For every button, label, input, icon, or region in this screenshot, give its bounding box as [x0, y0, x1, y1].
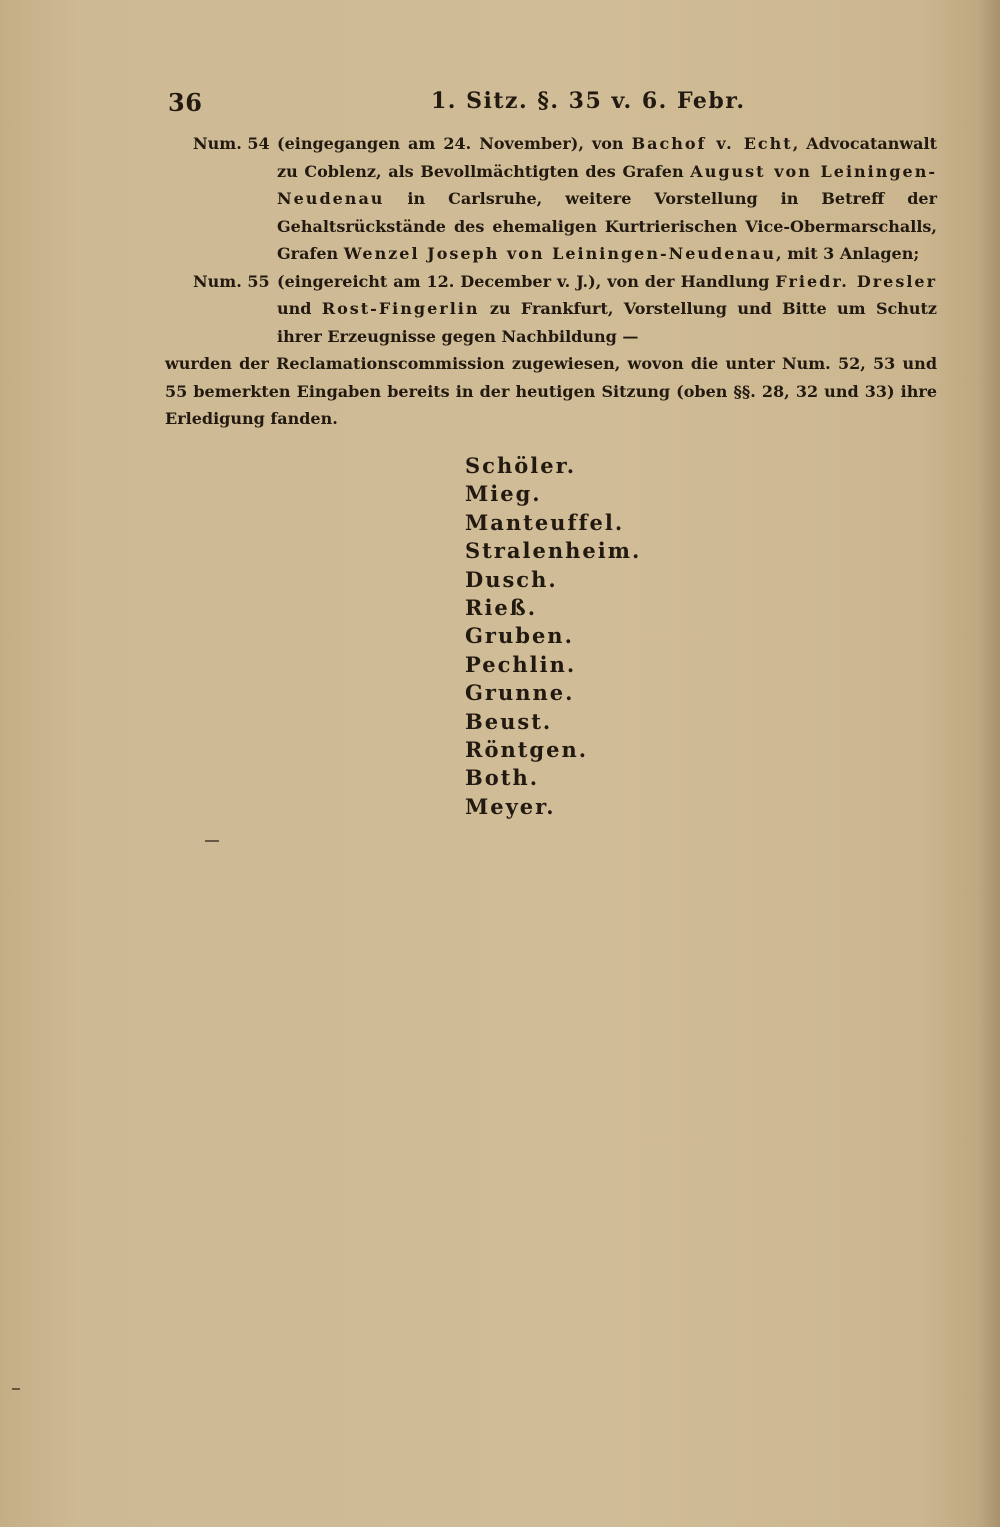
signature-name: Pechlin.: [465, 651, 577, 677]
signature-list: [465, 452, 725, 821]
signature-name: Gruben.: [465, 623, 574, 649]
entry-name: Bachof v. Echt: [631, 134, 793, 153]
entry-text: zu Frankfurt, Vorstellung und Bitte um Schutz ihrer Erzeugnisse gegen Nachbildung —: [277, 299, 938, 346]
closing-paragraph: wurden der Reclamationscommission zugewiesen, wovon die unter Num. 52, 53 und 55 bemerkten Eingaben bereits in der heutigen Sitzung (oben §§. 28, 32 und 33) ihre Erledigung fanden.: [165, 354, 937, 428]
ink-speck: [12, 1388, 20, 1390]
signature-name: Schöler.: [465, 453, 577, 478]
body-text: [165, 130, 937, 433]
signature-name: Rieß.: [465, 595, 538, 621]
ink-speck: [205, 840, 219, 842]
signature-name: Both.: [465, 765, 540, 791]
page-edge-shadow: [978, 0, 1000, 1527]
signature-name: Dusch.: [465, 566, 558, 592]
signature-name: Röntgen.: [465, 737, 589, 763]
entry-text: (eingereicht am 12. December v. J.), von der Handlung: [277, 271, 776, 291]
page-header: [168, 88, 938, 122]
signature-name: Stralenheim.: [465, 538, 642, 564]
entry-label: Num. 55: [193, 271, 270, 291]
page-number: 36: [168, 88, 203, 117]
entry-name: Rost-Fingerlin: [321, 299, 480, 318]
running-head: 1. Sitz. §. 35 v. 6. Febr.: [431, 88, 746, 114]
signature-name: Manteuffel.: [465, 509, 625, 535]
entry-name: Friedr. Dresler: [775, 271, 938, 291]
signature-name: Grunne.: [465, 680, 575, 706]
entry-name: August von Leiningen-Neudenau: [277, 161, 937, 208]
entry-text: , Advocatanwalt zu Coblenz, als Bevollmächtigten des Grafen: [277, 134, 937, 181]
entry-label: Num. 54: [193, 134, 270, 153]
signature-name: Beust.: [465, 708, 553, 734]
entry-num-54: [165, 130, 937, 268]
entry-text: und: [277, 299, 322, 318]
entry-text: , mit 3 Anlagen;: [776, 244, 920, 263]
entry-text: (eingegangen am 24. November), von: [277, 134, 632, 153]
entry-name: Wenzel Joseph von Leiningen-Neudenau: [343, 244, 777, 263]
entry-text: in Carlsruhe, weitere Vorstellung in Betreff der Gehaltsrückstände des ehemaligen Kurtrierischen Vice-Obermarschalls, Grafen: [277, 189, 937, 263]
signature-name: Mieg.: [465, 481, 542, 507]
signature-name: Meyer.: [465, 793, 556, 819]
entry-num-55: [165, 268, 937, 351]
